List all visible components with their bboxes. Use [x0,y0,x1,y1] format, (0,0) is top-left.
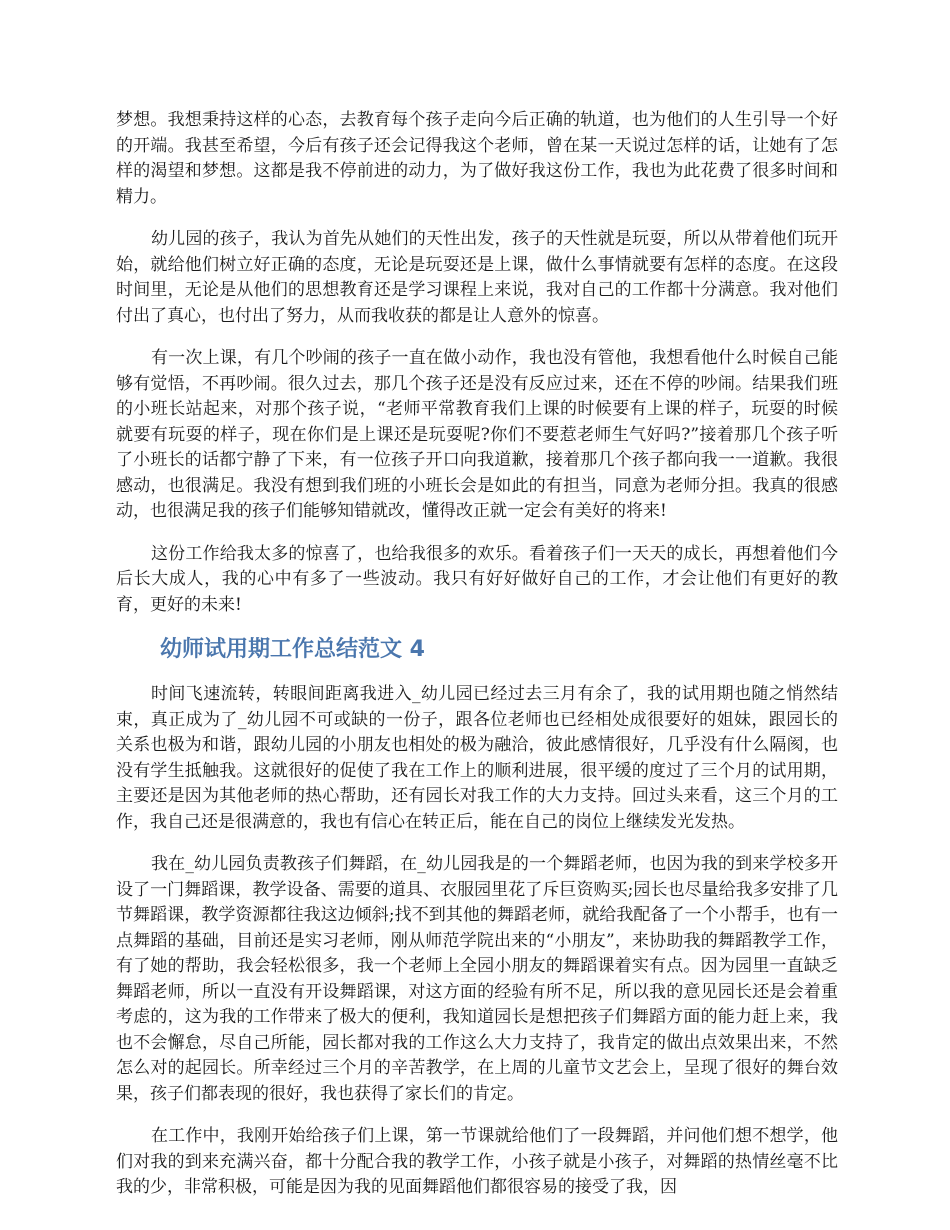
paragraph: 时间飞速流转，转眼间距离我进入_幼儿园已经过去三月有余了，我的试用期也随之悄然结束，真正成为了_幼儿园不可或缺的一份子，跟各位老师也已经相处成很要好的姐妹，跟园长的关系也极为和谐，跟幼儿园的小朋友也相处的极为融洽，彼此感情很好，几乎没有什么隔阂，也没有学生抵触我。这就很好的促使了我在工作上的顺利进展，很平缓的度过了三个月的试用期，主要还是因为其他老师的热心帮助，还有园长对我工作的大力支持。回过头来看，这三个月的工作，我自己还是很满意的，我也有信心在转正后，能在自己的岗位上继续发光发热。 [116,684,838,832]
paragraph-continuation: 梦想。我想秉持这样的心态，去教育每个孩子走向今后正确的轨道，也为他们的人生引导一个好的开端。我甚至希望，今后有孩子还会记得我这个老师，曾在某一天说过怎样的话，让她有了怎样的渴望和梦想。这都是我不停前进的动力，为了做好我这份工作，我也为此花费了很多时间和精力。 [116,110,838,207]
paragraph: 我在_幼儿园负责教孩子们舞蹈，在_幼儿园我是的一个舞蹈老师，也因为我的到来学校多开设了一门舞蹈课，教学设备、需要的道具、衣服园里花了斥巨资购买;园长也尽量给我多安排了几节舞蹈课，教学资源都往我这边倾斜;找不到其他的舞蹈老师，就给我配备了一个小帮手，也有一点舞蹈的基础，目前还是实习老师，刚从师范学院出来的“小朋友”，来协助我的舞蹈教学工作，有了她的帮助，我会轻松很多，我一个老师上全园小朋友的舞蹈课着实有点。因为园里一直缺乏舞蹈老师，所以一直没有开设舞蹈课，对这方面的经验有所不足，所以我的意见园长还是会着重考虑的，这为我的工作带来了极大的便利，我知道园长是想把孩子们舞蹈方面的能力赶上来，我也不会懈怠，尽自己所能，园长都对我的工作这么大力支持了，我肯定的做出点效果出来，不然怎么对的起园长。所幸经过三个月的辛苦教学，在上周的儿童节文艺会上，呈现了很好的舞台效果，孩子们都表现的很好，我也获得了家长们的肯定。 [116,854,838,1104]
paragraph: 在工作中，我刚开始给孩子们上课，第一节课就给他们了一段舞蹈，并问他们想不想学，他们对我的到来充满兴奋，都十分配合我的教学工作，小孩子就是小孩子，对舞蹈的热情丝毫不比我的少，非常积极，可能是因为我的见面舞蹈他们都很容易的接受了我，因 [116,1126,838,1197]
section-heading: 幼师试用期工作总结范文 4 [160,637,425,662]
paragraph: 这份工作给我太多的惊喜了，也给我很多的欢乐。看着孩子们一天天的成长，再想着他们今后长大成人，我的心中有多了一些波动。我只有好好做好自己的工作，才会让他们有更好的教育，更好的未来! [116,543,838,615]
paragraph: 幼儿园的孩子，我认为首先从她们的天性出发，孩子的天性就是玩耍，所以从带着他们玩开始，就给他们树立好正确的态度，无论是玩耍还是上课，做什么事情就要有怎样的态度。在这段时间里，无论是从他们的思想教育还是学习课程上来说，我对自己的工作都十分满意。我对他们付出了真心，也付出了努力，从而我收获的都是让人意外的惊喜。 [116,229,838,326]
document-page [116,108,838,1218]
paragraph: 有一次上课，有几个吵闹的孩子一直在做小动作，我也没有管他，我想看他什么时候自己能够有觉悟，不再吵闹。很久过去，那几个孩子还是没有反应过来，还在不停的吵闹。结果我们班的小班长站起来，对那个孩子说，“老师平常教育我们上课的时候要有上课的样子，玩耍的时候就要有玩耍的样子，现在你们是上课还是玩耍呢?你们不要惹老师生气好吗?”接着那几个孩子听了小班长的话都宁静了下来，有一位孩子开口向我道歉，接着那几个孩子都向我一一道歉。我很感动，也很满足。我没有想到我们班的小班长会是如此的有担当，同意为老师分担。我真的很感动，也很满足我的孩子们能够知错就改，懂得改正就一定会有美好的将来! [116,348,838,521]
